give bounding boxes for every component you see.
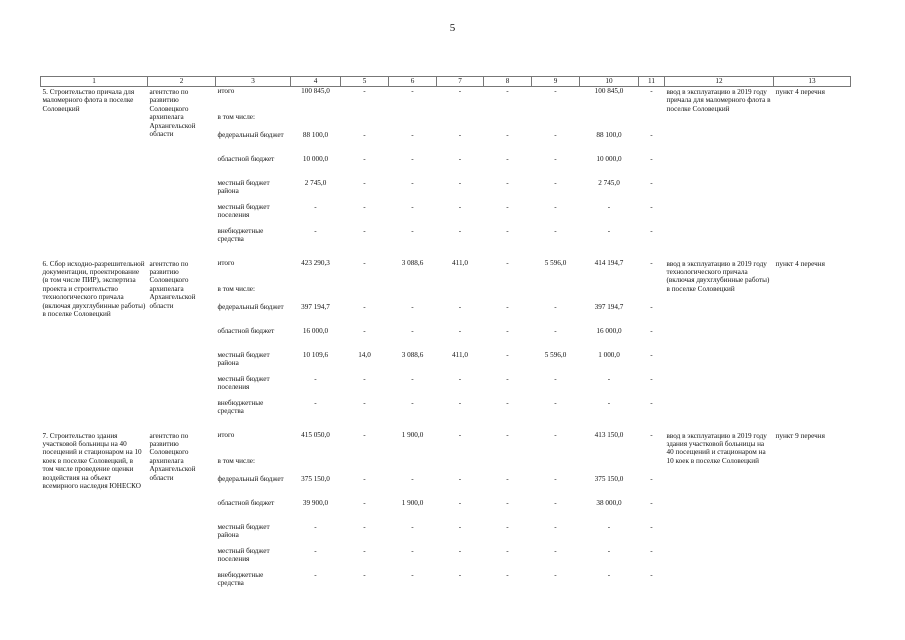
funding-source-label: итого — [217, 87, 235, 95]
amount-cell: - — [506, 570, 509, 579]
financing-table — [40, 76, 851, 597]
col-header: 12 — [665, 77, 774, 87]
amount-cell: - — [458, 522, 462, 531]
amount-cell: - — [363, 474, 366, 483]
col-header: 7 — [437, 77, 484, 87]
amount-cell — [389, 285, 437, 303]
amount-cell: - — [607, 226, 611, 235]
amount-cell: - — [411, 474, 414, 483]
amount-cell: - — [650, 226, 653, 235]
amount-cell: - — [411, 398, 414, 407]
amount-cell: - — [411, 178, 414, 187]
amount-cell: 2 745,0 — [304, 178, 327, 187]
amount-cell — [532, 285, 580, 303]
funding-source-label: федеральный бюджет — [217, 302, 284, 311]
amount-cell: 10 000,0 — [596, 154, 622, 163]
amount-cell — [639, 113, 665, 131]
column-number-row — [41, 77, 851, 87]
col-header: 11 — [639, 77, 665, 87]
col-header: 4 — [291, 77, 341, 87]
amount-cell: - — [554, 474, 557, 483]
funding-source-label: федеральный бюджет — [217, 474, 284, 483]
amount-cell: - — [314, 398, 317, 407]
amount-cell: - — [411, 546, 414, 555]
amount-cell: - — [506, 202, 509, 211]
amount-cell: - — [650, 326, 653, 335]
amount-cell: 414 194,7 — [594, 258, 624, 267]
amount-cell: 1 900,0 — [401, 430, 424, 439]
table-row — [41, 259, 851, 285]
amount-cell — [580, 285, 639, 303]
funding-source-label: в том числе: — [217, 112, 255, 121]
amount-cell: - — [458, 154, 462, 163]
amount-cell: - — [363, 546, 366, 555]
amount-cell — [437, 113, 484, 131]
amount-cell: - — [363, 178, 366, 187]
amount-cell: - — [458, 374, 462, 383]
amount-cell: - — [411, 326, 414, 335]
amount-cell: - — [650, 522, 653, 531]
amount-cell: 1 000,0 — [598, 350, 620, 359]
amount-cell: 16 000,0 — [302, 326, 329, 335]
amount-cell: 375 150,0 — [594, 474, 624, 483]
col-header: 1 — [41, 77, 148, 87]
col-header: 10 — [580, 77, 639, 87]
amount-cell: - — [458, 87, 462, 95]
funding-source-label: внебюджетные средства — [217, 570, 264, 587]
amount-cell: - — [314, 374, 317, 383]
amount-cell: - — [554, 430, 557, 439]
funding-source-label: внебюджетные средства — [217, 226, 264, 243]
amount-cell: 423 290,3 — [301, 258, 330, 267]
amount-cell: - — [363, 522, 366, 531]
amount-cell: - — [458, 302, 462, 311]
amount-cell: - — [411, 130, 414, 139]
funding-source-label: местный бюджет района — [217, 522, 270, 539]
page-number: 5 — [449, 22, 456, 34]
amount-cell: 5 596,0 — [544, 258, 567, 267]
amount-cell: - — [458, 226, 462, 235]
funding-source-label: областной бюджет — [217, 154, 275, 163]
executor: агентство по развитию Соловецкого архипелага Архангельской области — [149, 88, 196, 139]
amount-cell: - — [506, 398, 509, 407]
amount-cell: - — [506, 374, 509, 383]
amount-cell: - — [458, 398, 462, 407]
amount-cell: - — [458, 430, 462, 439]
amount-cell — [484, 285, 532, 303]
amount-cell: - — [458, 546, 462, 555]
amount-cell: - — [554, 546, 557, 555]
amount-cell: - — [458, 474, 462, 483]
amount-cell: - — [506, 474, 509, 483]
amount-cell: 3 088,6 — [401, 350, 424, 359]
amount-cell: 100 845,0 — [594, 87, 624, 95]
amount-cell: - — [554, 130, 557, 139]
amount-cell: - — [314, 546, 317, 555]
amount-cell: - — [363, 430, 366, 439]
col-header: 3 — [216, 77, 291, 87]
amount-cell: - — [506, 430, 509, 439]
executor: агентство по развитию Соловецкого архипелага Архангельской области — [149, 431, 196, 482]
amount-cell: - — [411, 202, 414, 211]
funding-source-label: местный бюджет поселения — [217, 374, 270, 391]
amount-cell: - — [650, 350, 653, 359]
expected-result: ввод в эксплуатацию в 2019 году технологического причала (включая двухглубинные работы) в поселке Соловецкий — [666, 259, 770, 293]
amount-cell: - — [650, 474, 653, 483]
amount-cell — [389, 113, 437, 131]
amount-cell: - — [458, 178, 462, 187]
amount-cell: - — [506, 130, 509, 139]
amount-cell: - — [650, 302, 653, 311]
amount-cell: - — [363, 570, 366, 579]
amount-cell: - — [650, 130, 653, 139]
executor: агентство по развитию Соловецкого архипелага Архангельской области — [149, 259, 196, 310]
amount-cell: - — [314, 570, 317, 579]
funding-source-label: местный бюджет района — [217, 178, 270, 195]
amount-cell: - — [554, 498, 557, 507]
funding-source-label: внебюджетные средства — [217, 398, 264, 415]
amount-cell: - — [458, 326, 462, 335]
amount-cell: - — [650, 430, 653, 439]
amount-cell: - — [363, 302, 366, 311]
program-reference: пункт 4 перечня — [775, 259, 825, 268]
amount-cell: - — [650, 374, 653, 383]
amount-cell: - — [650, 178, 653, 187]
amount-cell: - — [554, 326, 557, 335]
amount-cell: - — [411, 154, 414, 163]
expected-result: ввод в эксплуатацию в 2019 году здания участковой больницы на 40 посещений и стационаром на 10 коек в поселке Соловецкий — [666, 431, 767, 465]
amount-cell: 10 000,0 — [302, 154, 329, 163]
amount-cell: - — [607, 374, 611, 383]
amount-cell: 411,0 — [452, 258, 468, 267]
amount-cell — [291, 285, 341, 303]
amount-cell: 2 745,0 — [598, 178, 620, 187]
amount-cell: - — [506, 302, 509, 311]
amount-cell: - — [363, 258, 366, 267]
amount-cell — [389, 457, 437, 475]
amount-cell: - — [554, 87, 557, 95]
amount-cell: - — [650, 202, 653, 211]
amount-cell: - — [411, 374, 414, 383]
amount-cell — [291, 113, 341, 131]
amount-cell: - — [554, 302, 557, 311]
funding-source-label: итого — [217, 430, 235, 439]
amount-cell — [341, 457, 389, 475]
amount-cell: - — [506, 87, 509, 95]
activity-name: 5. Строительство причала для маломерного флота в поселке Соловецкий — [42, 88, 135, 113]
amount-cell — [341, 113, 389, 131]
amount-cell: - — [607, 522, 611, 531]
amount-cell: 16 000,0 — [596, 326, 622, 335]
amount-cell: - — [506, 178, 509, 187]
amount-cell: - — [411, 226, 414, 235]
col-header: 13 — [774, 77, 851, 87]
funding-source-label: федеральный бюджет — [217, 130, 284, 139]
amount-cell: - — [506, 498, 509, 507]
amount-cell: 10 109,6 — [302, 350, 329, 359]
table-row — [41, 87, 851, 113]
amount-cell — [580, 113, 639, 131]
amount-cell: - — [607, 546, 611, 555]
amount-cell — [639, 285, 665, 303]
amount-cell: - — [650, 546, 653, 555]
amount-cell: - — [650, 498, 653, 507]
amount-cell: 38 000,0 — [596, 498, 622, 507]
amount-cell: - — [506, 522, 509, 531]
funding-source-label: итого — [217, 258, 235, 267]
amount-cell: - — [506, 546, 509, 555]
amount-cell: - — [607, 202, 611, 211]
activity-name: 6. Сбор исходно-разрешительной документации, проектирование (в том числе ПИР), экспертиза проекта и строительство технологического причала (включая двухглубинные работы) в поселке Соловецкий — [42, 259, 146, 318]
expected-result: ввод в эксплуатацию в 2019 году причала для маломерного флота в поселке Соловецкий — [666, 88, 771, 113]
amount-cell: - — [607, 570, 611, 579]
table-row — [41, 431, 851, 457]
amount-cell: - — [650, 570, 653, 579]
amount-cell: - — [363, 202, 366, 211]
amount-cell: 39 900,0 — [302, 498, 329, 507]
amount-cell: - — [506, 226, 509, 235]
amount-cell: 397 194,7 — [594, 302, 624, 311]
amount-cell — [484, 113, 532, 131]
amount-cell: - — [363, 226, 366, 235]
amount-cell — [437, 457, 484, 475]
activity-name: 7. Строительство здания участковой больницы на 40 посещений и стационаром на 10 коек в поселке Соловецкий, в том числе проведение оценки воздействия на объект всемирного наследия ЮНЕСКО — [42, 431, 142, 490]
amount-cell: - — [363, 130, 366, 139]
amount-cell — [341, 285, 389, 303]
funding-source-label: местный бюджет района — [217, 350, 270, 367]
amount-cell: 100 845,0 — [301, 87, 330, 95]
amount-cell: 413 150,0 — [594, 430, 624, 439]
amount-cell — [532, 457, 580, 475]
amount-cell: - — [363, 154, 366, 163]
amount-cell: 1 900,0 — [401, 498, 424, 507]
funding-source-label: областной бюджет — [217, 326, 275, 335]
amount-cell: - — [554, 202, 557, 211]
amount-cell: - — [554, 226, 557, 235]
amount-cell: - — [650, 258, 653, 267]
amount-cell: - — [554, 178, 557, 187]
amount-cell: - — [458, 570, 462, 579]
funding-source-label: местный бюджет поселения — [217, 546, 270, 563]
amount-cell: - — [363, 326, 366, 335]
amount-cell: 5 596,0 — [544, 350, 567, 359]
col-header: 5 — [341, 77, 389, 87]
amount-cell: - — [650, 87, 653, 95]
amount-cell: - — [363, 398, 366, 407]
amount-cell: - — [554, 374, 557, 383]
col-header: 6 — [389, 77, 437, 87]
amount-cell — [291, 457, 341, 475]
amount-cell: - — [554, 154, 557, 163]
amount-cell — [580, 457, 639, 475]
amount-cell: - — [458, 498, 462, 507]
amount-cell: - — [411, 87, 414, 95]
funding-source-label: в том числе: — [217, 456, 255, 465]
amount-cell: 14,0 — [358, 350, 371, 359]
amount-cell: - — [554, 570, 557, 579]
amount-cell: 3 088,6 — [401, 258, 424, 267]
funding-source-label: местный бюджет поселения — [217, 202, 270, 219]
program-reference: пункт 9 перечня — [775, 431, 825, 440]
amount-cell: - — [314, 202, 317, 211]
amount-cell: - — [314, 522, 317, 531]
amount-cell: - — [458, 202, 462, 211]
amount-cell: - — [411, 302, 414, 311]
amount-cell: - — [607, 398, 611, 407]
amount-cell: - — [650, 398, 653, 407]
amount-cell: - — [458, 130, 462, 139]
col-header: 2 — [148, 77, 216, 87]
amount-cell: - — [363, 87, 366, 95]
amount-cell: - — [363, 374, 366, 383]
amount-cell: - — [650, 154, 653, 163]
col-header: 9 — [532, 77, 580, 87]
amount-cell: 397 194,7 — [301, 302, 330, 311]
amount-cell: - — [411, 570, 414, 579]
amount-cell: - — [314, 226, 317, 235]
amount-cell: - — [554, 398, 557, 407]
amount-cell: 415 050,0 — [301, 430, 330, 439]
amount-cell: 375 150,0 — [301, 474, 330, 483]
amount-cell: - — [506, 258, 509, 267]
col-header: 8 — [484, 77, 532, 87]
amount-cell — [639, 457, 665, 475]
amount-cell: 88 100,0 — [596, 130, 622, 139]
amount-cell: - — [363, 498, 366, 507]
amount-cell: - — [411, 522, 414, 531]
program-reference: пункт 4 перечня — [775, 88, 825, 96]
amount-cell: - — [506, 326, 509, 335]
amount-cell — [484, 457, 532, 475]
funding-source-label: областной бюджет — [217, 498, 275, 507]
amount-cell: 88 100,0 — [302, 130, 329, 139]
amount-cell: - — [506, 350, 509, 359]
funding-source-label: в том числе: — [217, 284, 255, 293]
amount-cell — [437, 285, 484, 303]
amount-cell: - — [506, 154, 509, 163]
table-body — [41, 87, 851, 597]
amount-cell: 411,0 — [452, 350, 468, 359]
amount-cell — [532, 113, 580, 131]
amount-cell: - — [554, 522, 557, 531]
